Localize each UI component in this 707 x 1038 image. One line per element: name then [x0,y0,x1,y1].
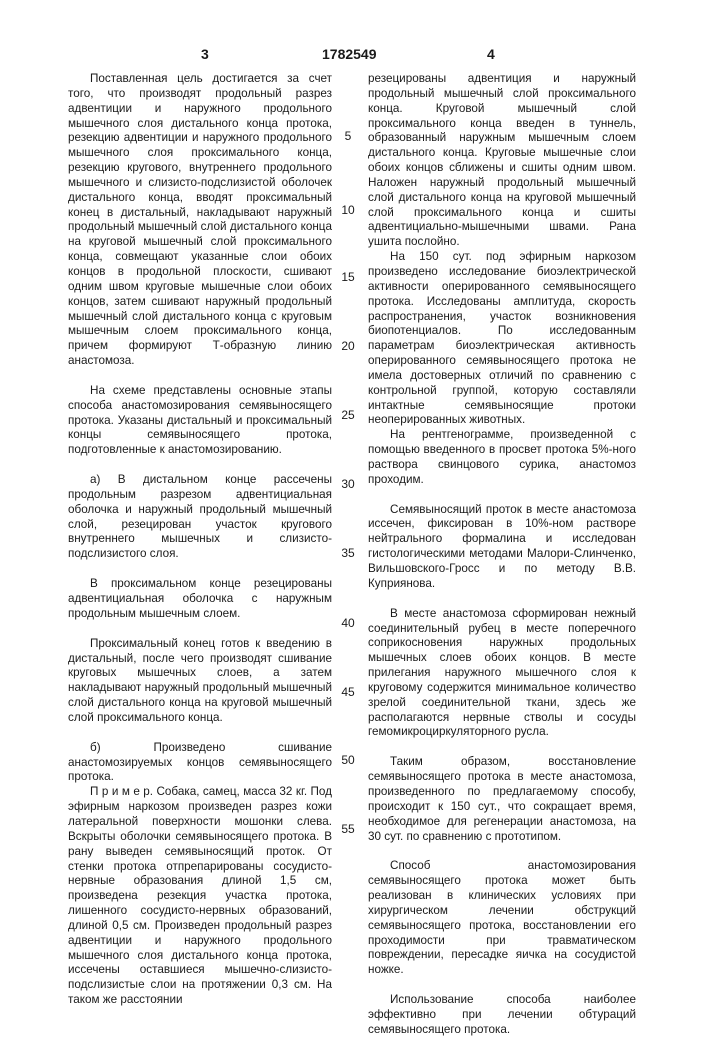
paragraph-step-a: а) В дистальном конце рассечены продольным разрезом адвентициальная оболочка и наружный продольный мышечный слой, резецирован участок кругового внутреннего мышечных и слизисто-подслизистого слоя. [68,473,332,562]
paragraph-usage: Использование способа наиболее эффективно при лечении обтураций семявыносящего протока. [368,993,636,1038]
paragraph-histology: Семявыносящий проток в месте анастомоза иссечен, фиксирован в 10%-ном растворе нейтрального формалина и исследован гистологическими методами Малори-Слинченко, Вильшовского-Гросс и по методу В.В. Куприянова. [368,503,636,592]
paragraph-bioelectric: На 150 сут. под эфирным наркозом произведено исследование биоэлектрической активности оперированного семявыносящего протока. Исследованы амплитуда, скорость распространения, участок возникновения биопотенциалов. По исследованным параметрам биоэлектрическая активность оперированного семявыносящего протока не имела достоверных отличий по сравнению с контрольной группой, которую составляли интактные семявыносящие протоки неоперированных животных. [368,250,636,428]
line-number: 5 [336,129,360,143]
right-column [368,72,636,1038]
line-number: 20 [336,339,360,353]
line-number: 45 [336,685,360,699]
paragraph-xray: На рентгенограмме, произведенной с помощью введенного в просвет протока 5%-ного раствора свинцового сурика, анастомоз проходим. [368,428,636,487]
line-number: 10 [336,203,360,217]
paragraph-proximal: В проксимальном конце резецированы адвентициальная оболочка с наружным продольным мышечным слоем. [68,577,332,622]
paragraph-step-b: б) Произведено сшивание анастомозируемых концов семявыносящего протока. [68,741,332,786]
line-number: 50 [336,753,360,767]
paragraph-application: Способ анастомозирования семявыносящего протока может быть реализован в клинических условиях при хирургическом лечении обструкций семявыносящего протока, восстановлении его проходимости при травматическом повреждении, пересадке яичка на сосудистой ножке. [368,859,636,978]
line-number: 30 [336,477,360,491]
paragraph-conclusion: Таким образом, восстановление семявыносящего протока в месте анастомоза, произведенного по предлагаемому способу, происходит к 150 сут., что сокращает время, необходимое для регенерации анастомоза, на 30 сут. по сравнению с прототипом. [368,755,636,844]
line-number: 15 [336,270,360,284]
patent-number: 1782549 [322,46,377,62]
paragraph-goal: Поставленная цель достигается за счет того, что производят продольный разрез адвентиции и наружного продольного мышечного слоя дистального конца протока, резекцию адвентиции и наружного продольного мышечного слоя проксимального конца, резекцию кругового, внутреннего продольного мышечного и слизисто-подслизистой оболочек дистального конца, вводят проксимальный конец в дистальный, накладывают наружный продольный мышечный слой дистального конца на круговой мышечный слой проксимального конца, совмещают указанные слои обоих концов в продольной плоскости, сшивают одним швом круговые мышечные слои обоих концов, затем сшивают наружный продольный мышечный слой дистального конца с круговым мышечным слоем проксимального конца, причем формируют Т-образную линию анастомоза. [68,72,332,369]
paragraph-example-continued: резецированы адвентиция и наружный продольный мышечный слой проксимального конца. Круговой мышечный слой проксимального конца введен в туннель, образованный наружным мышечным слоем дистального конца. Круговые мышечные слои обоих концов сближены и сшиты одним швом. Наложен наружный продольный мышечный слой дистального конца на круговой мышечный слой проксимального конца и сшиты адвентициально-мышечными швами. Рана ушита послойно. [368,72,636,250]
line-number: 55 [336,822,360,836]
paragraph-proximal-ready: Проксимальный конец готов к введению в дистальный, после чего производят сшивание круговых мышечных слоев, а затем накладывают наружный продольный мышечный слой дистального конца на круговой мышечный слой проксимального конца. [68,637,332,726]
page-number-right: 4 [487,46,495,62]
page-number-left: 3 [201,46,209,62]
line-number: 35 [336,546,360,560]
paragraph-example: П р и м е р. Собака, самец, масса 32 кг. Под эфирным наркозом произведен разрез кожи латеральной поверхности мошонки слева. Вскрыты оболочки семявыносящего протока. В рану выведен семявыносящий проток. От стенки протока отпрепарированы сосудисто-нервные образования длиной 1,5 см, произведена резекция участка протока, лишенного сосудисто-нервных образований, длиной 0,5 см. Произведен продольный разрез адвентиции и наружного продольного мышечного слоя дистального конца протока, иссечены оставшиеся мышечно-слизисто-подслизистые слои на протяжении 0,3 см. На таком же расстоянии [68,785,332,1008]
line-number: 40 [336,616,360,630]
paragraph-scheme: На схеме представлены основные этапы способа анастомозирования семявыносящего протока. Указаны дистальный и проксимальный концы семявыносящего протока, подготовленные к анастомозированию. [68,384,332,458]
paragraph-scar: В месте анастомоза сформирован нежный соединительный рубец в месте поперечного соприкосновения наружных продольных мышечных слоев обоих концов. В месте прилегания наружного мышечного слоя к круговому содержится минимальное количество зрелой соединительной ткани, здесь же располагаются нервные стволы и сосуды гемомикроциркуляторного русла. [368,607,636,741]
line-number: 25 [336,408,360,422]
